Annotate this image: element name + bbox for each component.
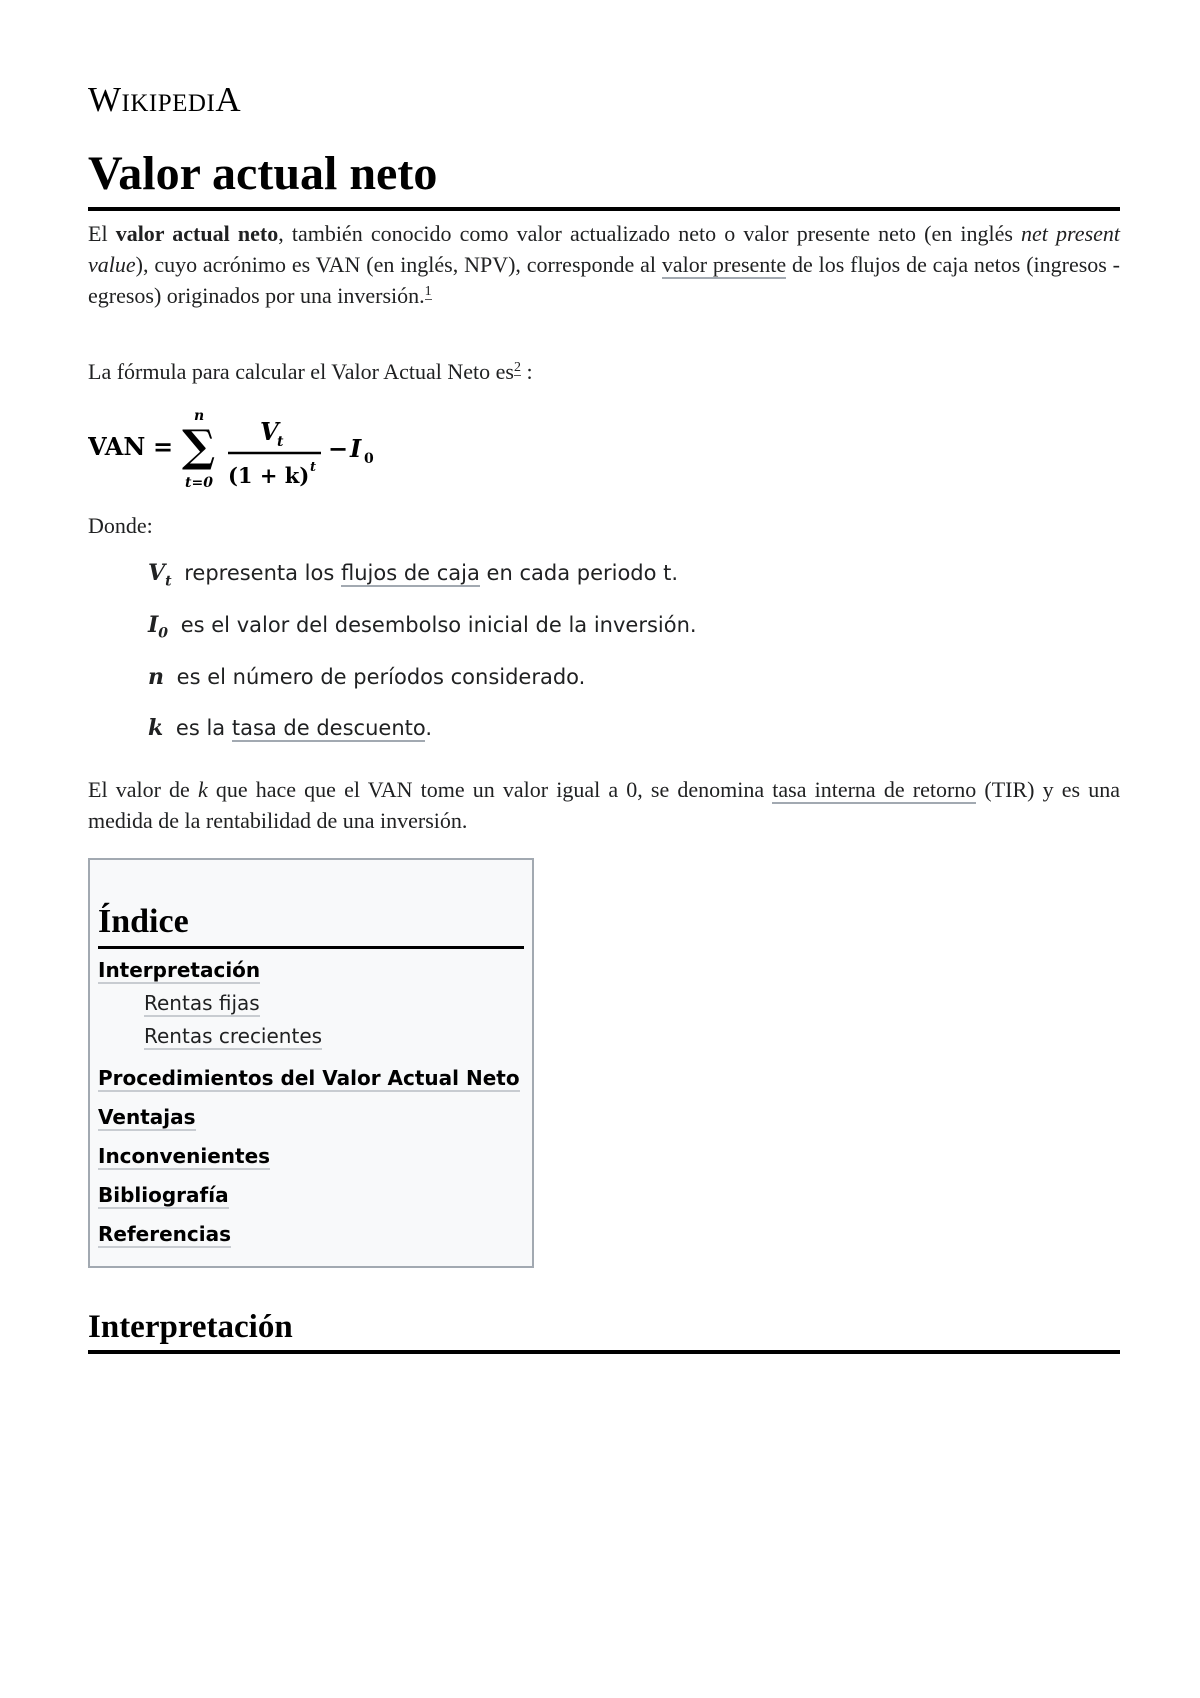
toc-item-label: Interpretación bbox=[98, 958, 261, 982]
symbol-vt bbox=[148, 560, 172, 590]
formula-sum-lower: t=0 bbox=[185, 475, 213, 491]
wordmark-letter-w: W bbox=[88, 80, 122, 119]
wordmark-letters-middle: IKIPEDI bbox=[121, 90, 216, 117]
van-formula bbox=[88, 405, 388, 495]
symbol-vt-sub: t bbox=[165, 573, 172, 590]
definition-k-tail: . bbox=[425, 716, 433, 740]
definition-k-text: es la bbox=[169, 716, 232, 740]
definition-k bbox=[148, 715, 432, 741]
intro-text-a: El bbox=[88, 221, 116, 246]
intro-text-b: , también conocido como valor actualizado neto o valor presente neto (en inglés bbox=[278, 221, 1022, 246]
formula-equals: = bbox=[153, 432, 174, 461]
toc-item-label: Bibliografía bbox=[98, 1183, 229, 1207]
wordmark-letter-a: A bbox=[215, 80, 242, 119]
page-title: Valor actual neto bbox=[88, 143, 1120, 211]
symbol-n: n bbox=[148, 664, 164, 690]
link-flujos-de-caja[interactable]: flujos de caja bbox=[340, 561, 480, 585]
tir-paragraph bbox=[88, 774, 1120, 836]
toc-item-rentas-crecientes[interactable] bbox=[144, 1024, 322, 1048]
formula-intro-paragraph bbox=[88, 356, 1120, 387]
reference-link-1[interactable]: 1 bbox=[424, 283, 432, 299]
section-heading-interpretacion: Interpretación bbox=[88, 1306, 1120, 1354]
toc-item-label: Procedimientos del Valor Actual Neto bbox=[98, 1066, 520, 1090]
toc-item-label: Rentas crecientes bbox=[144, 1024, 323, 1048]
tir-text-a: El valor de bbox=[88, 777, 198, 802]
formula-intro-text: La fórmula para calcular el Valor Actual Neto es bbox=[88, 359, 514, 384]
intro-text-d: de los flujos de caja netos (ingresos - egresos) originados por una inversión. bbox=[88, 252, 1121, 308]
toc-item-referencias[interactable] bbox=[98, 1222, 231, 1246]
toc-item-label: Inconvenientes bbox=[98, 1144, 271, 1168]
intro-text-c: ), cuyo acrónimo es VAN (en inglés, NPV), corresponde al bbox=[135, 252, 662, 277]
symbol-i0-sub: 0 bbox=[158, 625, 169, 642]
toc-item-bibliografia[interactable] bbox=[98, 1183, 229, 1207]
definition-n bbox=[148, 664, 585, 690]
link-tasa-de-descuento[interactable]: tasa de descuento bbox=[231, 716, 426, 740]
toc-item-label: Rentas fijas bbox=[144, 991, 260, 1015]
intro-paragraph bbox=[88, 218, 1120, 311]
symbol-k: k bbox=[148, 715, 164, 741]
tir-k-symbol: k bbox=[197, 777, 208, 802]
formula-last-sub: 0 bbox=[364, 451, 374, 467]
toc-item-label: Ventajas bbox=[98, 1105, 196, 1129]
symbol-vt-main: V bbox=[148, 560, 166, 586]
toc-item-rentas-fijas[interactable] bbox=[144, 991, 260, 1015]
wikipedia-wordmark-logo[interactable] bbox=[88, 80, 241, 120]
definition-vt-text: representa los bbox=[177, 561, 341, 585]
reference-marker-2[interactable] bbox=[514, 360, 521, 376]
formula-sum-upper: n bbox=[194, 408, 205, 424]
definition-n-text: es el número de períodos considerado. bbox=[170, 665, 586, 689]
reference-link-2[interactable]: 2 bbox=[513, 359, 521, 375]
formula-minus: − bbox=[328, 434, 349, 463]
toc-item-procedimientos[interactable] bbox=[98, 1066, 520, 1090]
tir-text-b: que hace que el VAN tome un valor igual a 0, se denomina bbox=[207, 777, 773, 802]
tir-text-c: (TIR) y es una medida de la rentabilidad de una inversión. bbox=[88, 777, 1121, 833]
toc-item-ventajas[interactable] bbox=[98, 1105, 196, 1129]
formula-lhs: VAN bbox=[88, 432, 146, 461]
intro-bold-term: valor actual neto bbox=[115, 221, 279, 246]
formula-numerator-sub: t bbox=[277, 434, 284, 450]
symbol-i0 bbox=[148, 612, 169, 642]
formula-numerator: V bbox=[260, 417, 279, 446]
intro-italic-term: net present value bbox=[88, 221, 1121, 277]
definition-i0-text: es el valor del desembolso inicial de la inversión. bbox=[174, 613, 697, 637]
toc-title: Índice bbox=[98, 900, 524, 949]
link-tasa-interna-de-retorno[interactable]: tasa interna de retorno bbox=[772, 777, 977, 802]
reference-marker-1[interactable] bbox=[425, 284, 432, 300]
definition-i0 bbox=[148, 612, 697, 641]
table-of-contents bbox=[88, 858, 534, 1268]
toc-item-interpretacion[interactable] bbox=[98, 958, 260, 982]
formula-intro-tail: : bbox=[520, 359, 533, 384]
formula-last: I bbox=[350, 434, 362, 463]
formula-denominator: (1 + k) bbox=[228, 463, 310, 488]
formula-denominator-sup: t bbox=[310, 460, 317, 475]
definition-vt bbox=[148, 560, 678, 589]
symbol-i0-main: I bbox=[148, 612, 159, 638]
link-valor-presente[interactable]: valor presente bbox=[661, 252, 787, 277]
donde-label: Donde: bbox=[88, 513, 153, 538]
formula-sigma: ∑ bbox=[182, 421, 216, 472]
definition-vt-tail: en cada periodo t. bbox=[479, 561, 679, 585]
toc-item-inconvenientes[interactable] bbox=[98, 1144, 270, 1168]
toc-item-label: Referencias bbox=[98, 1222, 232, 1246]
